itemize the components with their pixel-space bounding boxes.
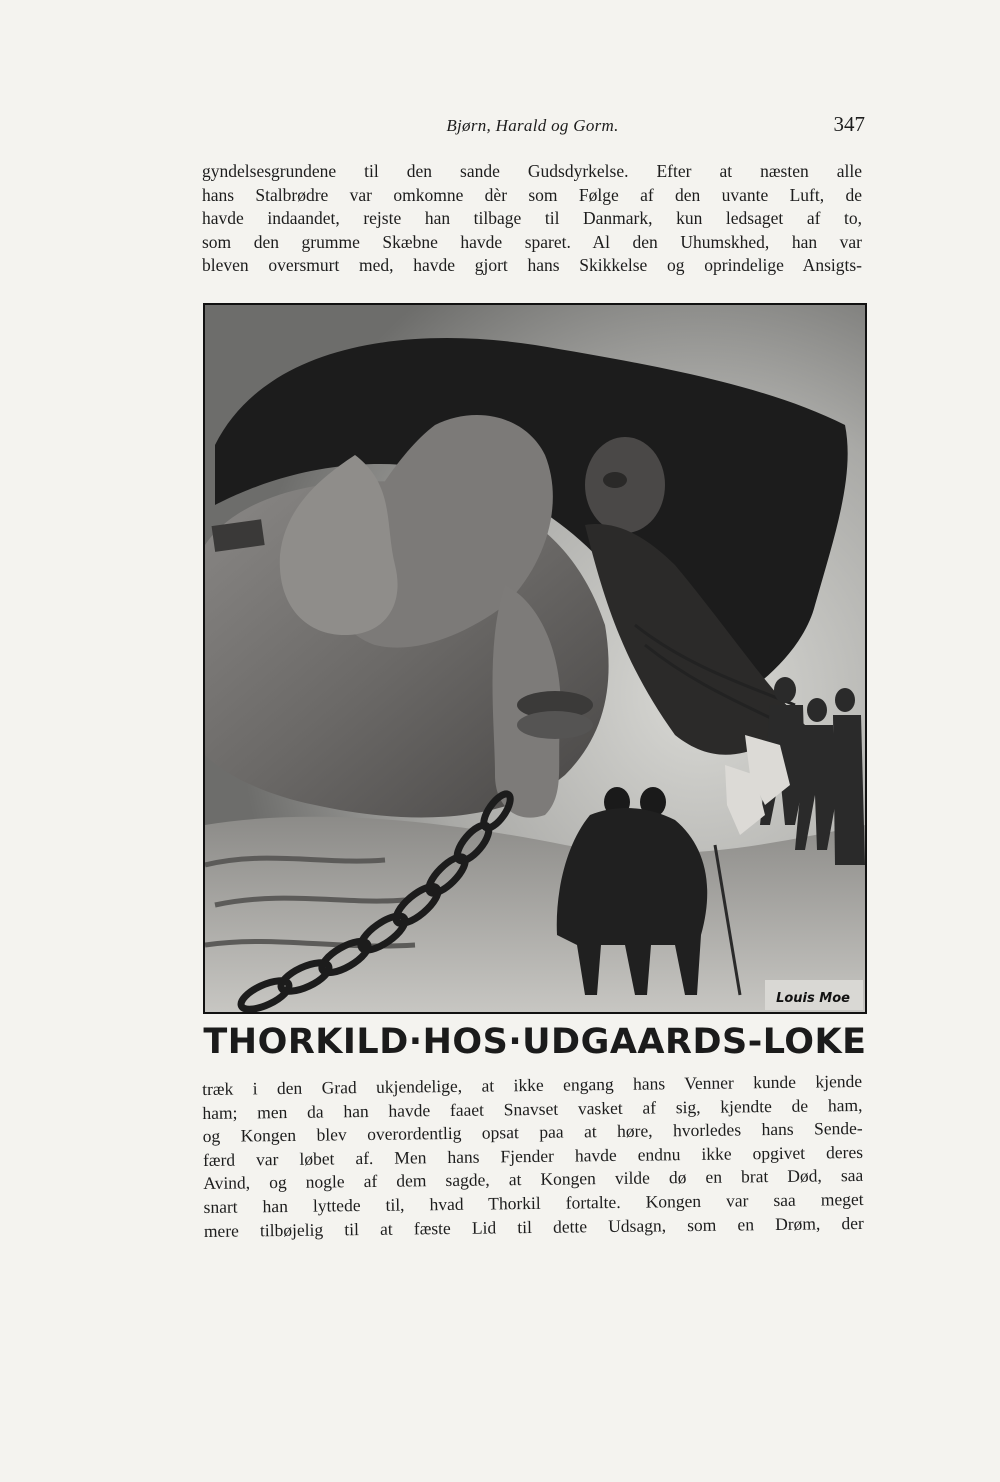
running-title: Bjørn, Harald og Gorm. — [446, 116, 619, 135]
caption-text: THORKILD·HOS·UDGAARDS-LOKE — [203, 1022, 867, 1062]
running-head — [200, 112, 865, 142]
text-line: snart han lyttede til, hvad Thorkil fortalte. Kongen var saa meget — [203, 1188, 864, 1217]
text-line: bleven oversmurt med, havde gjort hans Skikkelse og oprindelige Ansigts- — [202, 255, 862, 276]
text-line: ham; men da han havde faaet Snavset vasket af sig, kjendte de ham, — [202, 1094, 863, 1123]
text-line: Avind, og nogle af dem sagde, at Kongen vilde dø en brat Død, saa — [203, 1165, 864, 1194]
page-number: 347 — [833, 112, 865, 136]
text-line: hans Stalbrødre var omkomne dèr som Følge af den uvante Luft, de — [202, 184, 862, 205]
illustration-drawing — [205, 305, 865, 1012]
text-line: mere tilbøjelig til at fæste Lid til dette Udsagn, som en Drøm, der — [203, 1212, 864, 1241]
paragraph-bottom — [202, 1070, 864, 1243]
illustration-caption — [200, 1018, 870, 1068]
text-line: gyndelsesgrundene til den sande Gudsdyrkelse. Efter at næsten alle — [202, 161, 862, 181]
illustration-giant-in-chains — [203, 303, 867, 1014]
paragraph-top — [202, 160, 862, 278]
text-line: og Kongen blev overordentlig opsat paa at høre, hvorledes hans Sende- — [202, 1118, 863, 1147]
text-line: træk i den Grad ukjendelige, at ikke engang hans Venner kunde kjende — [202, 1070, 863, 1099]
text-line: færd var løbet af. Men hans Fjender havde endnu ikke opgivet deres — [202, 1141, 864, 1170]
artist-signature: Louis Moe — [776, 991, 850, 1006]
text-line: som den grumme Skæbne havde sparet. Al den Uhumskhed, han var — [202, 231, 862, 252]
text-line: havde indaandet, rejste han tilbage til Danmark, kun ledsaget af to, — [202, 208, 862, 229]
